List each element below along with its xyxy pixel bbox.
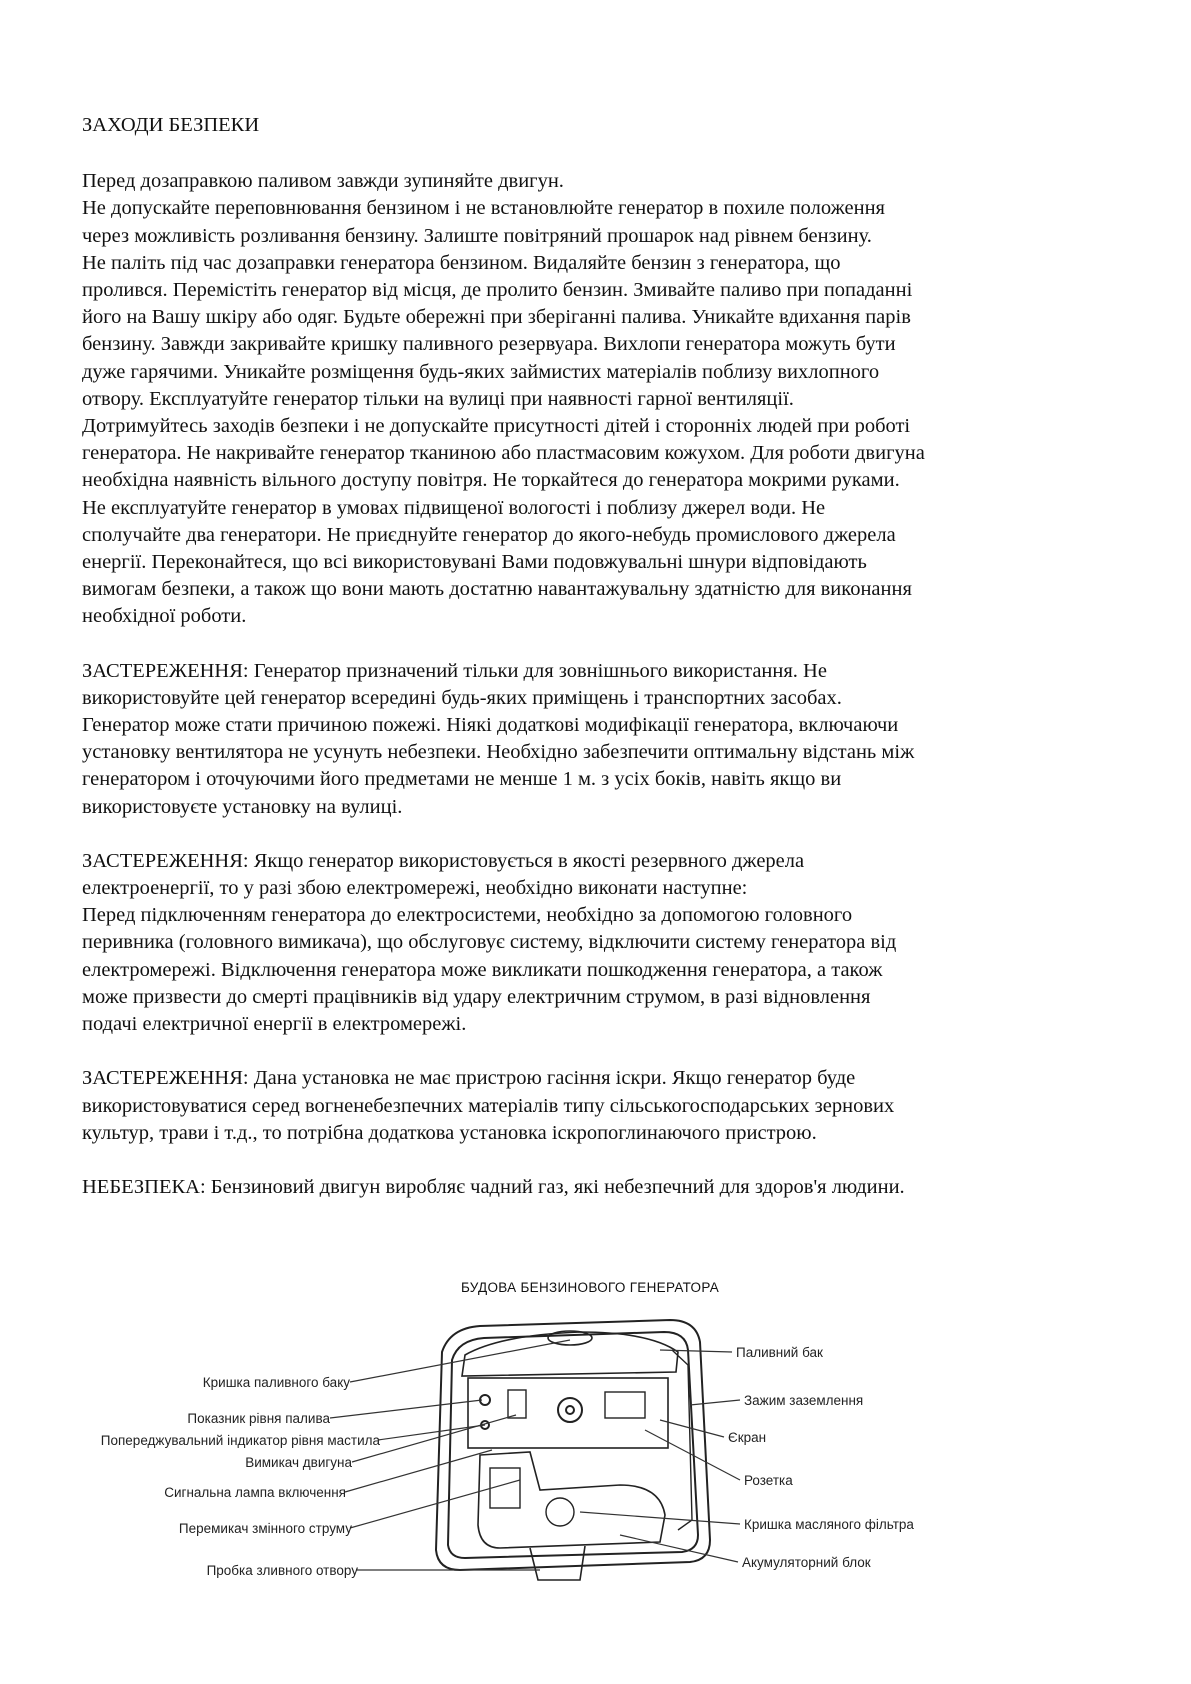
paragraph-line: генератором і оточуючими його предметами не менше 1 м. з усіх боків, навіть якщо ви: [82, 768, 842, 791]
paragraph-line: електромережі. Відключення генератора може викликати пошкодження генератора, а також: [82, 958, 883, 981]
document-body: [82, 112, 1102, 1228]
paragraph-line: може призвести до смерті працівників від удару електричним струмом, в разі відновлення: [82, 985, 871, 1008]
paragraph-line: ЗАСТЕРЕЖЕННЯ: Дана установка не має пристрою гасіння іскри. Якщо генератор буде: [82, 1067, 856, 1090]
diagram-label-left: Перемикач змінного струму: [178, 1521, 352, 1536]
diagram-label-left: Кришка паливного баку: [202, 1375, 350, 1390]
paragraph-line: його на Вашу шкіру або одяг. Будьте обережні при зберіганні палива. Уникайте вдихання парів: [82, 306, 911, 329]
paragraph-line: Не експлуатуйте генератор в умовах підвищеної вологості і поблизу джерел води. Не: [82, 496, 826, 519]
diagram-label-left: Пробка зливного отвору: [206, 1563, 358, 1578]
frame-inner: [448, 1332, 698, 1558]
diagram-label-left: Сигнальна лампа включення: [164, 1485, 346, 1500]
paragraph-line: сполучайте два генератори. Не приєднуйте генератор до якого-небудь промислового джерела: [82, 523, 896, 546]
paragraph: [82, 848, 1102, 1038]
paragraph-line: отвору. Експлуатуйте генератор тільки на вулиці при наявності гарної вентиляції.: [82, 387, 794, 410]
diagram-label-left: Попереджувальний індикатор рівня мастила: [100, 1433, 380, 1448]
diagram-label-left: Вимикач двигуна: [245, 1455, 352, 1470]
paragraph-line: генератора. Не накривайте генератор тканиною або пластмасовим кожухом. Для роботи двигуна: [82, 442, 925, 465]
diagram-label-right: Паливний бак: [736, 1345, 823, 1360]
paragraph-line: Перед підключенням генератора до електросистеми, необхідно за допомогою головного: [82, 904, 853, 927]
side-plate-shape: [672, 1350, 692, 1530]
engine-shape: [478, 1452, 665, 1548]
paragraph-line: енергії. Переконайтеся, що всі використовувані Вами подовжувальні шнури відповідають: [82, 551, 867, 574]
paragraph-line: Не допускайте переповнювання бензином і не встановлюйте генератор в похиле положення: [82, 197, 885, 220]
generator-diagram: [60, 1280, 1020, 1600]
paragraph-line: дуже гарячими. Уникайте розміщення будь-яких займистих матеріалів поблизу вихлопного: [82, 360, 880, 383]
paragraph-line: електроенергії, то у разі збою електромережі, необхідно виконати наступне:: [82, 877, 748, 900]
paragraph-line: установку вентилятора не усунуть небезпеки. Необхідно забезпечити оптимальну відстань між: [82, 741, 915, 764]
section-heading: ЗАХОДИ БЕЗПЕКИ: [82, 114, 260, 136]
paragraph-line: ЗАСТЕРЕЖЕННЯ: Якщо генератор використовується в якості резервного джерела: [82, 849, 805, 872]
paragraph: [82, 1174, 1102, 1201]
paragraph-line: культур, трави і т.д., то потрібна додаткова установка іскропоглинаючого пристрою.: [82, 1121, 817, 1144]
paragraph-line: ЗАСТЕРЕЖЕННЯ: Генератор призначений тільки для зовнішнього використання. Не: [82, 659, 827, 682]
paragraph-line: перивника (головного вимикача), що обслуговує систему, відключити систему генератора від: [82, 931, 897, 954]
diagram-label-right: Єкран: [728, 1430, 767, 1445]
paragraph: [82, 1065, 1102, 1147]
paragraph-line: необхідної роботи.: [82, 605, 247, 628]
paragraph-line: вимогам безпеки, а також що вони мають достатню навантажувальну здатністю для виконання: [82, 578, 912, 601]
paragraph-line: використовуйте цей генератор всередині будь-яких приміщень і транспортних засобах.: [82, 686, 842, 709]
diagram-label-right: Кришка масляного фільтра: [744, 1517, 914, 1532]
paragraph-line: використовуєте установку на вулиці.: [82, 795, 403, 818]
diagram-label-left: Показник рівня палива: [187, 1411, 330, 1426]
paragraph-line: необхідна наявність вільного доступу повітря. Не торкайтеся до генератора мокрими руками.: [82, 469, 900, 492]
paragraph-line: Перед дозаправкою паливом завжди зупиняйте двигун.: [82, 170, 564, 193]
paragraph-line: через можливість розливання бензину. Залиште повітряний прошарок над рівнем бензину.: [82, 224, 872, 247]
paragraph-line: бензину. Завжди закривайте кришку паливного резервуара. Вихлопи генератора можуть бути: [82, 333, 896, 356]
paragraph-line: Не паліть під час дозаправки генератора бензином. Видаляйте бензин з генератора, що: [82, 251, 841, 274]
paragraph-line: Генератор може стати причиною пожежі. Ніякі додаткові модифікації генератора, включаючи: [82, 714, 899, 737]
diagram-label-right: Акумуляторний блок: [742, 1555, 871, 1570]
paragraph-line: НЕБЕЗПЕКА: Бензиновий двигун виробляє чадний газ, які небезпечний для здоров'я людини.: [82, 1175, 905, 1198]
paragraph-line: подачі електричної енергії в електромережі.: [82, 1013, 467, 1036]
diagram-label-right: Зажим заземлення: [744, 1393, 864, 1408]
paragraph: [82, 168, 1102, 630]
paragraph-line: використовуватися серед вогненебезпечних матеріалів типу сільськогосподарських зернових: [82, 1094, 895, 1117]
diagram-label-right: Розетка: [744, 1473, 793, 1488]
paragraph: [82, 658, 1102, 821]
paragraph-line: пролився. Перемістіть генератор від місця, де пролито бензин. Змивайте паливо при попаданні: [82, 279, 913, 302]
paragraph-line: Дотримуйтесь заходів безпеки і не допускайте присутності дітей і сторонніх людей при роботі: [82, 415, 911, 438]
paragraphs: [82, 168, 1102, 1201]
diagram-title: БУДОВА БЕНЗИНОВОГО ГЕНЕРАТОРА: [460, 1280, 720, 1295]
